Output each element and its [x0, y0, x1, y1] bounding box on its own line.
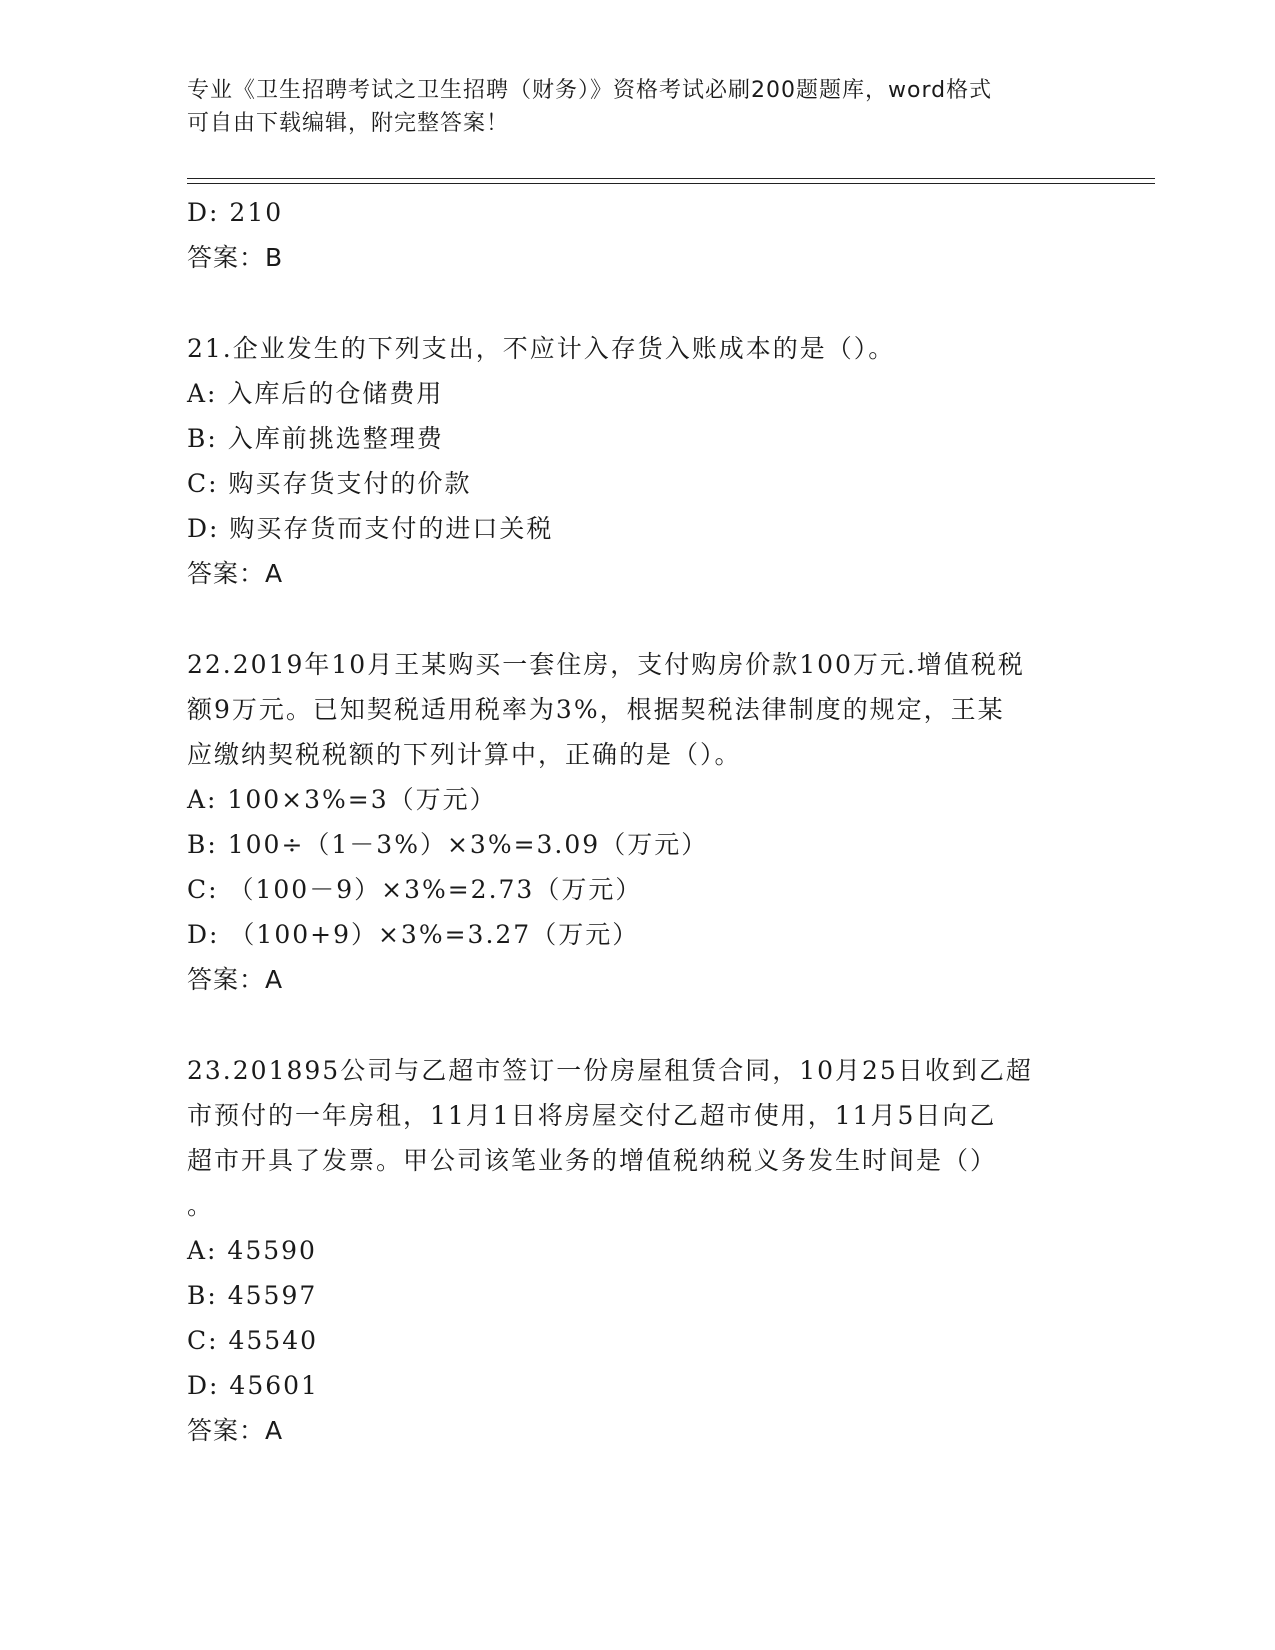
answer-line: 答案：A [187, 965, 284, 994]
question-stem-line: 应缴纳契税税额的下列计算中，正确的是（）。 [187, 740, 742, 769]
option-a: A: 100×3%=3（万元） [187, 785, 497, 814]
question-stem-line: 市预付的一年房租，11月1日将房屋交付乙超市使用，11月5日向乙 [187, 1101, 997, 1130]
option-b: B: 100÷（1－3%）×3%=3.09（万元） [187, 830, 709, 859]
option-a: A: 45590 [187, 1236, 317, 1265]
answer-line: 答案：A [187, 559, 284, 588]
option-d: D: （100+9）×3%=3.27（万元） [187, 920, 640, 949]
question-stem-line: 额9万元。已知契税适用税率为3%，根据契税法律制度的规定，王某 [187, 695, 1005, 724]
header-line-1: 专业《卫生招聘考试之卫生招聘（财务）》资格考试必刷200题题库，word格式 [187, 78, 993, 103]
header-line-2: 可自由下载编辑，附完整答案！ [187, 111, 510, 136]
question-21 [187, 326, 1087, 596]
document-body [187, 190, 1087, 1453]
answer-line: 答案：B [187, 243, 284, 272]
option-c: C: 购买存货支付的价款 [187, 469, 472, 498]
option-a: A: 入库后的仓储费用 [187, 379, 444, 408]
question-20-tail [187, 190, 1087, 280]
question-stem-line: 23.201895公司与乙超市签订一份房屋租赁合同，10月25日收到乙超 [187, 1056, 1033, 1085]
question-23 [187, 1048, 1087, 1453]
question-stem-line: 超市开具了发票。甲公司该笔业务的增值税纳税义务发生时间是（） [187, 1146, 998, 1175]
header-divider-bottom [187, 183, 1155, 184]
document-header [187, 74, 1067, 140]
question-stem-line: 21.企业发生的下列支出，不应计入存货入账成本的是（）。 [187, 334, 896, 363]
option-d: D: 45601 [187, 1371, 319, 1400]
answer-line: 答案：A [187, 1416, 284, 1445]
option-d: D: 购买存货而支付的进口关税 [187, 514, 554, 543]
option-c: C: 45540 [187, 1326, 319, 1355]
question-stem-line: 22.2019年10月王某购买一套住房，支付购房价款100万元.增值税税 [187, 650, 1025, 679]
option-b: B: 入库前挑选整理费 [187, 424, 444, 453]
question-22 [187, 642, 1087, 1002]
header-divider-top [187, 178, 1155, 179]
option-b: B: 45597 [187, 1281, 318, 1310]
option-c: C: （100－9）×3%=2.73（万元） [187, 875, 643, 904]
option-d: D: 210 [187, 198, 284, 227]
question-stem-line: 。 [187, 1191, 215, 1220]
